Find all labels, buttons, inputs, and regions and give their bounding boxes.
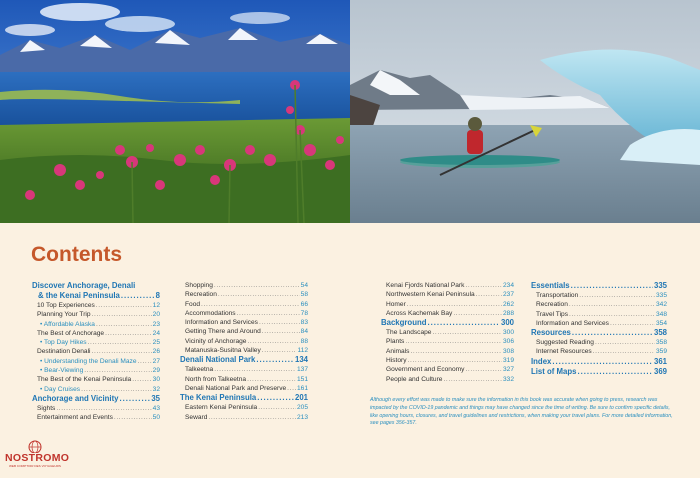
logo-name: NOSTROMO bbox=[5, 452, 70, 464]
dot-leader bbox=[410, 347, 502, 356]
toc-entry[interactable] bbox=[32, 338, 160, 347]
toc-page-number: 30 bbox=[152, 376, 160, 384]
toc-entry-title: Background bbox=[381, 318, 427, 328]
toc-page-number: 29 bbox=[152, 367, 160, 375]
toc-entry[interactable] bbox=[381, 347, 514, 356]
dot-leader bbox=[453, 309, 502, 318]
toc-entry-title: Animals bbox=[386, 347, 410, 355]
toc-page-number: 32 bbox=[152, 385, 160, 393]
dot-leader bbox=[262, 346, 297, 355]
dot-leader bbox=[92, 310, 152, 319]
toc-entry[interactable] bbox=[531, 310, 667, 319]
page-title: Contents bbox=[31, 243, 122, 266]
dot-leader bbox=[121, 291, 155, 301]
toc-entry-title: Kenai Fjords National Park bbox=[386, 282, 465, 289]
toc-page-number: 288 bbox=[502, 309, 514, 317]
toc-entry[interactable] bbox=[381, 281, 514, 290]
toc-section-entry[interactable] bbox=[531, 328, 667, 338]
toc-page-number: 358 bbox=[653, 328, 667, 338]
dot-leader bbox=[465, 281, 502, 290]
toc-entry-title: Resources bbox=[531, 328, 571, 338]
toc-entry-title: Accommodations bbox=[185, 309, 236, 317]
dot-leader bbox=[138, 357, 152, 366]
toc-entry-title: Denali National Park bbox=[180, 355, 256, 365]
dot-leader bbox=[258, 403, 296, 412]
dot-leader bbox=[579, 291, 655, 300]
toc-section-entry[interactable] bbox=[32, 394, 160, 404]
toc-entry-title: Essentials bbox=[531, 281, 570, 290]
dot-leader bbox=[443, 375, 502, 384]
dot-leader bbox=[571, 281, 653, 291]
toc-column-1 bbox=[32, 281, 160, 423]
dot-leader bbox=[465, 365, 502, 374]
toc-entry-title: Anchorage and Vicinity bbox=[32, 393, 119, 403]
toc-entry-title: The Landscape bbox=[386, 329, 432, 337]
toc-page-number: 137 bbox=[296, 366, 308, 374]
toc-entry[interactable] bbox=[381, 328, 514, 337]
toc-entry[interactable] bbox=[381, 356, 514, 365]
toc-page-number: 84 bbox=[300, 328, 308, 336]
toc-page-number: 354 bbox=[655, 319, 667, 327]
toc-page-number: 58 bbox=[300, 291, 308, 299]
toc-page-number: 306 bbox=[502, 338, 514, 346]
toc-section-entry[interactable] bbox=[531, 357, 667, 367]
nostromo-logo bbox=[5, 439, 70, 471]
logo-tagline: WEB COMPTOIR DES VOYAGEURS bbox=[9, 464, 61, 468]
toc-page-number: 369 bbox=[653, 366, 667, 376]
dot-leader bbox=[257, 393, 294, 403]
toc-page-number: 35 bbox=[151, 393, 160, 403]
dot-leader bbox=[92, 347, 152, 356]
dot-leader bbox=[214, 365, 296, 374]
toc-entry-title: 10 Top Experiences bbox=[37, 302, 95, 309]
toc-entry[interactable] bbox=[180, 309, 308, 318]
toc-entry-title: Destination Denali bbox=[37, 348, 91, 356]
toc-entry-title: Talkeetna bbox=[185, 366, 214, 374]
dot-leader bbox=[408, 356, 502, 365]
dot-leader bbox=[610, 319, 655, 328]
toc-entry[interactable] bbox=[180, 318, 308, 327]
toc-entry-title: List of Maps bbox=[531, 366, 577, 376]
photo-kayaker-near-glacier bbox=[350, 0, 700, 223]
toc-section-entry[interactable] bbox=[381, 318, 514, 328]
toc-entry[interactable] bbox=[32, 301, 160, 310]
toc-entry-title: Food bbox=[185, 300, 201, 308]
toc-entry[interactable] bbox=[531, 300, 667, 309]
globe-icon bbox=[5, 439, 65, 453]
toc-page-number: 20 bbox=[152, 311, 160, 319]
toc-entry[interactable] bbox=[381, 309, 514, 318]
toc-entry-title: & the Kenai Peninsula bbox=[38, 291, 120, 300]
toc-entry-title: Information and Services bbox=[536, 319, 609, 327]
dot-leader bbox=[56, 404, 151, 413]
dot-leader bbox=[569, 310, 655, 319]
toc-entry-title: Recreation bbox=[536, 301, 568, 309]
toc-entry-title: The Best of the Kenai Peninsula bbox=[37, 376, 132, 384]
toc-section-entry[interactable] bbox=[180, 355, 308, 365]
toc-page-number: 134 bbox=[294, 355, 308, 365]
toc-page-number: 300 bbox=[500, 318, 514, 328]
toc-page-number: 88 bbox=[300, 337, 308, 345]
toc-entry-title: North from Talkeetna bbox=[185, 375, 247, 383]
toc-page-number: 348 bbox=[655, 310, 667, 318]
toc-entry[interactable] bbox=[32, 320, 160, 329]
dot-leader bbox=[428, 318, 500, 328]
dot-leader bbox=[593, 347, 655, 356]
toc-entry[interactable] bbox=[531, 319, 667, 328]
toc-entry-title: Planning Your Trip bbox=[37, 311, 91, 319]
toc-entry[interactable] bbox=[180, 281, 308, 290]
dot-leader bbox=[595, 338, 655, 347]
toc-entry-title: Plants bbox=[386, 338, 405, 346]
toc-page-number: 50 bbox=[152, 414, 160, 422]
toc-section-entry[interactable] bbox=[531, 367, 667, 377]
toc-entry[interactable] bbox=[180, 290, 308, 299]
toc-entry-title: Getting There and Around bbox=[185, 328, 261, 336]
dot-leader bbox=[96, 301, 152, 310]
toc-page-number: 319 bbox=[502, 357, 514, 365]
toc-entry-title: Recreation bbox=[185, 291, 217, 299]
toc-page-number: 161 bbox=[296, 384, 308, 392]
toc-entry[interactable] bbox=[381, 290, 514, 299]
toc-page-number: 332 bbox=[502, 375, 514, 383]
toc-entry-title: Vicinity of Anchorage bbox=[185, 337, 247, 345]
dot-leader bbox=[208, 413, 296, 422]
toc-page-number: 300 bbox=[502, 329, 514, 337]
toc-entry[interactable] bbox=[531, 291, 667, 300]
toc-entry-title: Sights bbox=[37, 404, 56, 412]
toc-entry-title: Discover Anchorage, Denali bbox=[32, 281, 136, 290]
dot-leader bbox=[105, 329, 152, 338]
toc-entry[interactable] bbox=[381, 365, 514, 374]
dot-leader bbox=[577, 367, 653, 377]
dot-leader bbox=[88, 338, 152, 347]
toc-page-number: 54 bbox=[300, 282, 308, 289]
toc-entry[interactable] bbox=[32, 357, 160, 366]
dot-leader bbox=[114, 413, 152, 422]
toc-entry-title: Matanuska-Susitna Valley bbox=[185, 347, 261, 355]
toc-entry[interactable] bbox=[381, 300, 514, 309]
toc-page-number: 237 bbox=[502, 291, 514, 299]
toc-entry-title: Homer bbox=[386, 300, 406, 308]
toc-entry[interactable] bbox=[180, 365, 308, 374]
toc-entry-title: Index bbox=[531, 356, 552, 366]
toc-page-number: 205 bbox=[296, 404, 308, 412]
toc-entry[interactable] bbox=[180, 327, 308, 336]
toc-page-number: 43 bbox=[152, 404, 160, 412]
toc-entry-title: • Top Day Hikes bbox=[40, 339, 87, 347]
toc-column-4 bbox=[531, 281, 667, 377]
dot-leader bbox=[132, 375, 151, 384]
toc-entry-title: Across Kachemak Bay bbox=[386, 309, 453, 317]
dot-leader bbox=[262, 327, 300, 336]
dot-leader bbox=[405, 337, 502, 346]
toc-page-number: 78 bbox=[300, 309, 308, 317]
toc-entry-title: The Best of Anchorage bbox=[37, 329, 105, 337]
dot-leader bbox=[247, 337, 299, 346]
dot-leader bbox=[237, 309, 300, 318]
toc-entry-title: Internet Resources bbox=[536, 348, 592, 356]
disclaimer-note: Although every effort was made to make sure the information in this book was accurate when going to press, research was impacted by the COVID-19 pandemic and things may have changed since the time of writing. Be sure to confirm specific details, like opening hours, closures, and travel guidelines and restrictions, when making your travel plans. For more detailed information, see pages 356-357. bbox=[370, 397, 673, 427]
toc-page-number: 201 bbox=[294, 393, 308, 403]
toc-entry-title: • Day Cruises bbox=[40, 385, 81, 393]
toc-entry-title: Transportation bbox=[536, 292, 579, 299]
toc-page-number: 66 bbox=[300, 300, 308, 308]
toc-page-number: 25 bbox=[152, 339, 160, 347]
toc-entry[interactable] bbox=[32, 404, 160, 413]
toc-page-number: 358 bbox=[655, 339, 667, 347]
toc-page-number: 23 bbox=[152, 320, 160, 328]
dot-leader bbox=[120, 394, 151, 404]
toc-page-number: 335 bbox=[653, 281, 667, 290]
toc-page-number: 234 bbox=[502, 282, 514, 289]
toc-page-number: 24 bbox=[152, 329, 160, 337]
toc-entry[interactable] bbox=[180, 403, 308, 412]
toc-page-number: 26 bbox=[152, 348, 160, 356]
dot-leader bbox=[572, 328, 653, 338]
toc-entry-title: Shopping bbox=[185, 282, 213, 289]
dot-leader bbox=[287, 384, 296, 393]
toc-page-number: 83 bbox=[300, 319, 308, 327]
toc-page-number: 327 bbox=[502, 366, 514, 374]
photo-spread bbox=[0, 0, 700, 223]
toc-page-number: 213 bbox=[296, 413, 308, 421]
dot-leader bbox=[569, 300, 655, 309]
toc-entry[interactable] bbox=[180, 413, 308, 422]
toc-column-3 bbox=[381, 281, 514, 384]
toc-page-number: 27 bbox=[152, 357, 160, 365]
dot-leader bbox=[201, 300, 300, 309]
toc-page-number: 262 bbox=[502, 300, 514, 308]
toc-entry-title: Suggested Reading bbox=[536, 339, 594, 347]
dot-leader bbox=[247, 375, 296, 384]
toc-entry[interactable] bbox=[381, 337, 514, 346]
toc-entry-title: Denali National Park and Preserve bbox=[185, 384, 287, 392]
toc-entry-title: History bbox=[386, 357, 407, 365]
toc-section-entry[interactable] bbox=[32, 281, 160, 291]
toc-entry[interactable] bbox=[32, 310, 160, 319]
toc-entry[interactable] bbox=[32, 366, 160, 375]
dot-leader bbox=[96, 320, 152, 329]
toc-entry[interactable] bbox=[531, 347, 667, 356]
toc-entry-title: Seward bbox=[185, 413, 208, 421]
toc-page-number: 12 bbox=[152, 302, 160, 309]
toc-entry[interactable] bbox=[32, 375, 160, 384]
dot-leader bbox=[259, 318, 300, 327]
toc-entry[interactable] bbox=[32, 385, 160, 394]
toc-entry[interactable] bbox=[180, 300, 308, 309]
toc-entry[interactable] bbox=[32, 329, 160, 338]
toc-entry-title: The Kenai Peninsula bbox=[180, 393, 257, 403]
toc-section-entry[interactable] bbox=[180, 393, 308, 403]
toc-entry[interactable] bbox=[381, 375, 514, 384]
toc-page-number: 308 bbox=[502, 347, 514, 355]
toc-page-number: 151 bbox=[296, 375, 308, 383]
dot-leader bbox=[84, 366, 151, 375]
toc-page-number: 335 bbox=[655, 292, 667, 299]
toc-entry-title: Travel Tips bbox=[536, 310, 568, 318]
dot-leader bbox=[81, 385, 152, 394]
toc-page-number: 342 bbox=[655, 301, 667, 309]
dot-leader bbox=[476, 290, 502, 299]
toc-entry-title: Government and Economy bbox=[386, 366, 465, 374]
photo-fireweed-over-bay bbox=[0, 0, 350, 223]
toc-entry-title: • Bear-Viewing bbox=[40, 367, 84, 375]
toc-entry-title: Information and Services bbox=[185, 319, 258, 327]
dot-leader bbox=[256, 355, 294, 365]
toc-entry-title: • Affordable Alaska bbox=[40, 320, 95, 328]
toc-entry[interactable] bbox=[32, 413, 160, 422]
toc-entry-title: People and Culture bbox=[386, 375, 443, 383]
toc-entry[interactable] bbox=[180, 346, 308, 355]
toc-page-number: 361 bbox=[653, 356, 667, 366]
toc-entry-title: Northwestern Kenai Peninsula bbox=[386, 291, 475, 299]
toc-entry[interactable] bbox=[180, 375, 308, 384]
toc-page-number: 112 bbox=[297, 347, 308, 355]
dot-leader bbox=[552, 357, 653, 367]
toc-entry-title: Eastern Kenai Peninsula bbox=[185, 404, 258, 412]
dot-leader bbox=[432, 328, 502, 337]
dot-leader bbox=[214, 281, 300, 290]
toc-entry[interactable] bbox=[32, 347, 160, 356]
toc-section-entry[interactable] bbox=[531, 281, 667, 291]
toc-entry[interactable] bbox=[180, 384, 308, 393]
dot-leader bbox=[407, 300, 502, 309]
toc-entry-title: • Understanding the Denali Maze bbox=[40, 357, 137, 365]
toc-page-number: 359 bbox=[655, 348, 667, 356]
toc-entry[interactable] bbox=[531, 338, 667, 347]
toc-page-number: 8 bbox=[155, 291, 160, 300]
dot-leader bbox=[218, 290, 300, 299]
toc-column-2 bbox=[180, 281, 308, 422]
toc-section-entry[interactable] bbox=[32, 291, 160, 301]
toc-entry-title: Entertainment and Events bbox=[37, 414, 113, 422]
toc-entry[interactable] bbox=[180, 337, 308, 346]
